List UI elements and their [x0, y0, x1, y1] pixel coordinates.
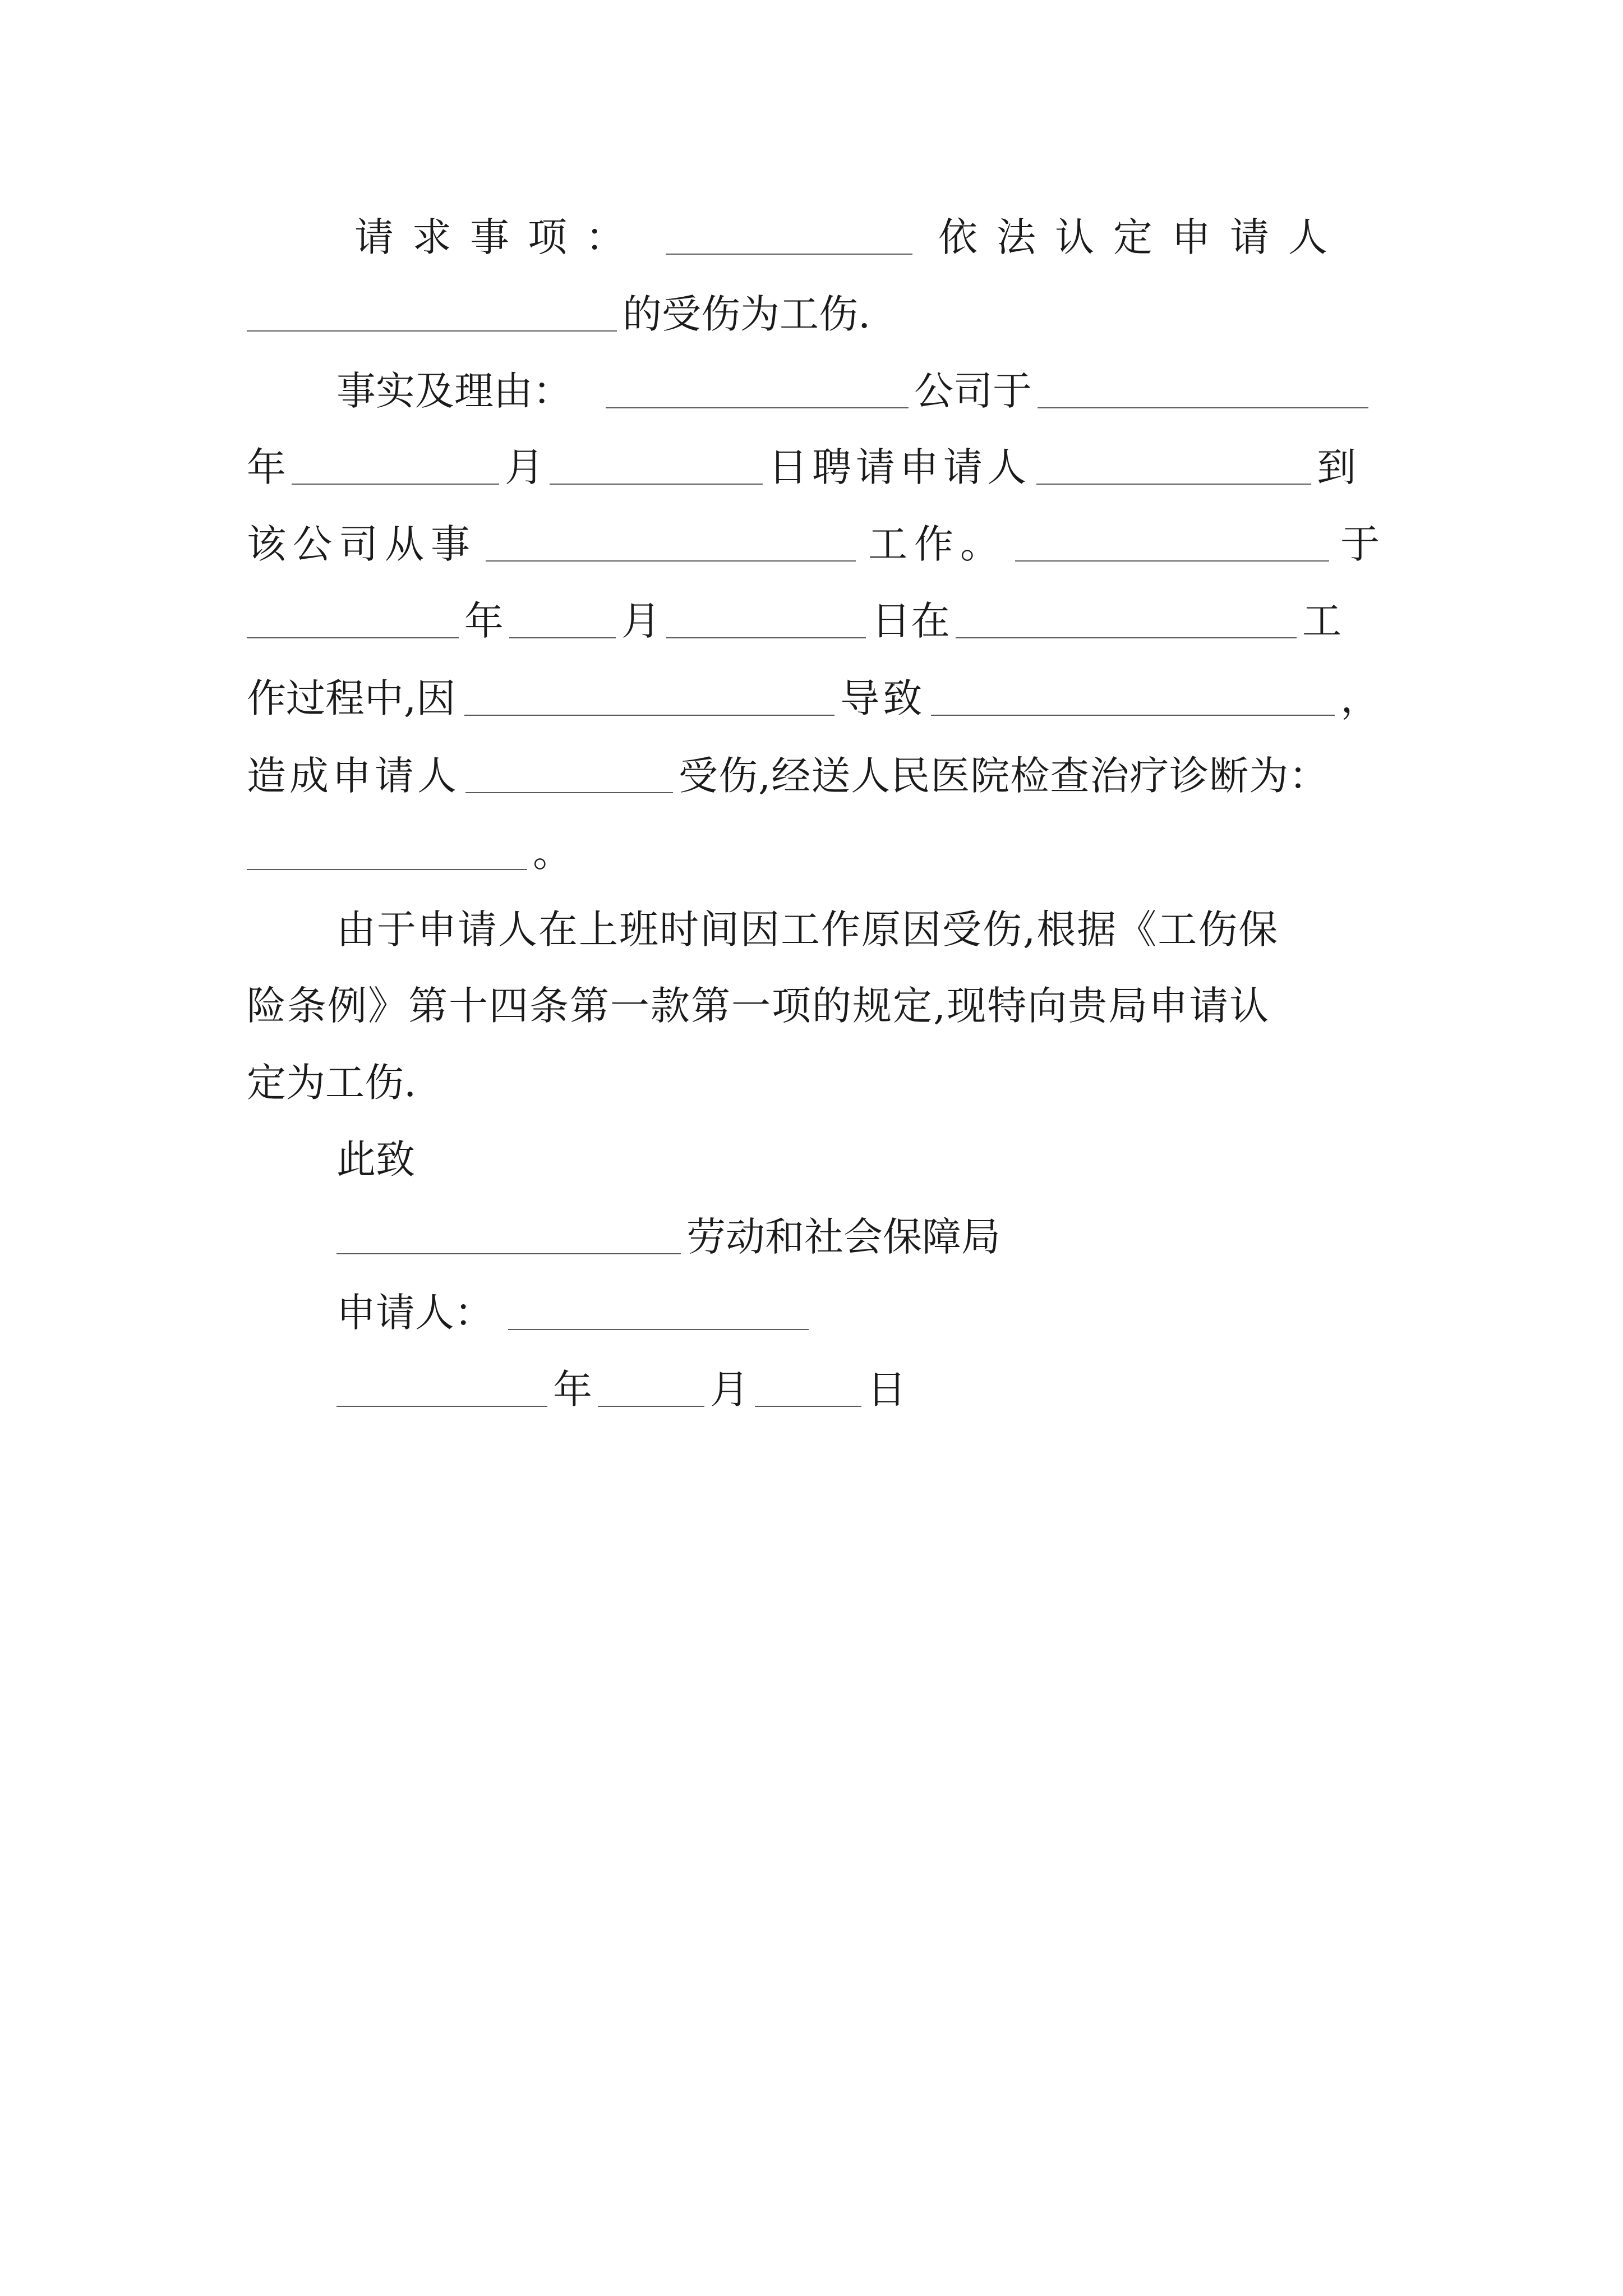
- facts-line-6: [247, 753, 1329, 799]
- work-type-blank[interactable]: [486, 560, 856, 562]
- accident-month-blank[interactable]: [509, 637, 616, 638]
- applicant-sign-blank[interactable]: [508, 1329, 809, 1330]
- sign-year-label: 年: [553, 1366, 592, 1412]
- hire-year-blank-a[interactable]: [1038, 407, 1368, 408]
- year-label-2: 年: [464, 598, 504, 644]
- process-because: 作过程中,因: [247, 675, 456, 721]
- accident-year-blank-b[interactable]: [247, 637, 459, 638]
- request-text-2: 的受伤为工伤.: [623, 291, 871, 337]
- sign-month-blank[interactable]: [598, 1406, 704, 1407]
- sign-day-blank[interactable]: [755, 1406, 861, 1407]
- facts-label: 事实及理由：: [336, 368, 572, 414]
- request-blank-2[interactable]: [247, 330, 617, 332]
- salutation: 此致: [336, 1137, 415, 1182]
- yu-text: 于: [1340, 521, 1380, 567]
- reason-text-1: 由于申请人在上班时间因工作原因受伤,根据《工伤保: [336, 907, 1279, 953]
- request-blank-1[interactable]: [666, 254, 912, 255]
- to-text: 到: [1317, 444, 1356, 490]
- workplace-blank[interactable]: [956, 637, 1297, 638]
- month-label-2: 月: [621, 598, 661, 644]
- diagnosis-blank[interactable]: [247, 869, 527, 870]
- sign-day-label: 日: [867, 1366, 906, 1412]
- reason-line-2: [247, 983, 1270, 1029]
- applicant-name-blank-2[interactable]: [465, 792, 673, 793]
- year-label-1: 年: [247, 444, 286, 490]
- applicant-sign-line: [336, 1290, 814, 1336]
- facts-line-5: [247, 675, 1380, 721]
- facts-line-1: [336, 368, 1374, 414]
- request-label: 请求事项：: [354, 214, 643, 260]
- work-suffix: 工作。: [868, 521, 1006, 567]
- reason-text-2: 险条例》第十四条第一款第一项的规定,现特向贵局申请认: [247, 983, 1270, 1029]
- accident-day-blank[interactable]: [666, 637, 866, 638]
- caused-applicant: 造成申请人: [247, 753, 460, 799]
- reason-line-3: [247, 1060, 417, 1106]
- period-text: 。: [533, 830, 572, 876]
- day-at: 日在: [872, 598, 950, 644]
- applicant-name-blank-1[interactable]: [1036, 484, 1311, 485]
- hire-text: 日聘请申请人: [768, 444, 1031, 490]
- request-line-1: [354, 214, 1347, 260]
- sign-year-blank[interactable]: [336, 1406, 547, 1407]
- facts-line-4: [247, 598, 1341, 644]
- facts-line-7: [247, 830, 572, 876]
- result-blank[interactable]: [931, 715, 1335, 716]
- work-at: 该公司从事: [247, 521, 477, 567]
- hire-month-blank[interactable]: [550, 484, 763, 485]
- request-text-1: 依法认定申请人: [938, 214, 1347, 260]
- reason-text-3: 定为工伤.: [247, 1060, 417, 1106]
- comma-text: ，: [1340, 675, 1380, 721]
- salutation-line: [336, 1137, 415, 1182]
- month-label-1: 月: [505, 444, 544, 490]
- company-suffix: 公司于: [914, 368, 1032, 414]
- bureau-line: [336, 1214, 1000, 1260]
- request-line-2: [247, 291, 871, 337]
- injured-diagnosis: 受伤,经送人民医院检查治疗诊断为：: [679, 753, 1329, 799]
- cause-blank[interactable]: [464, 715, 834, 716]
- applicant-label: 申请人：: [336, 1290, 494, 1336]
- bureau-text: 劳动和社会保障局: [686, 1214, 1000, 1260]
- reason-line-1: [336, 907, 1279, 953]
- hire-year-blank-b[interactable]: [292, 484, 499, 485]
- accident-year-blank-a[interactable]: [1015, 560, 1329, 562]
- company-blank[interactable]: [606, 407, 909, 408]
- date-line: [336, 1366, 906, 1412]
- sign-month-label: 月: [710, 1366, 749, 1412]
- gong-text: 工: [1302, 598, 1341, 644]
- facts-line-3: [247, 521, 1380, 567]
- facts-line-2: [247, 444, 1356, 490]
- bureau-name-blank[interactable]: [336, 1253, 681, 1254]
- cause-result: 导致: [840, 675, 926, 721]
